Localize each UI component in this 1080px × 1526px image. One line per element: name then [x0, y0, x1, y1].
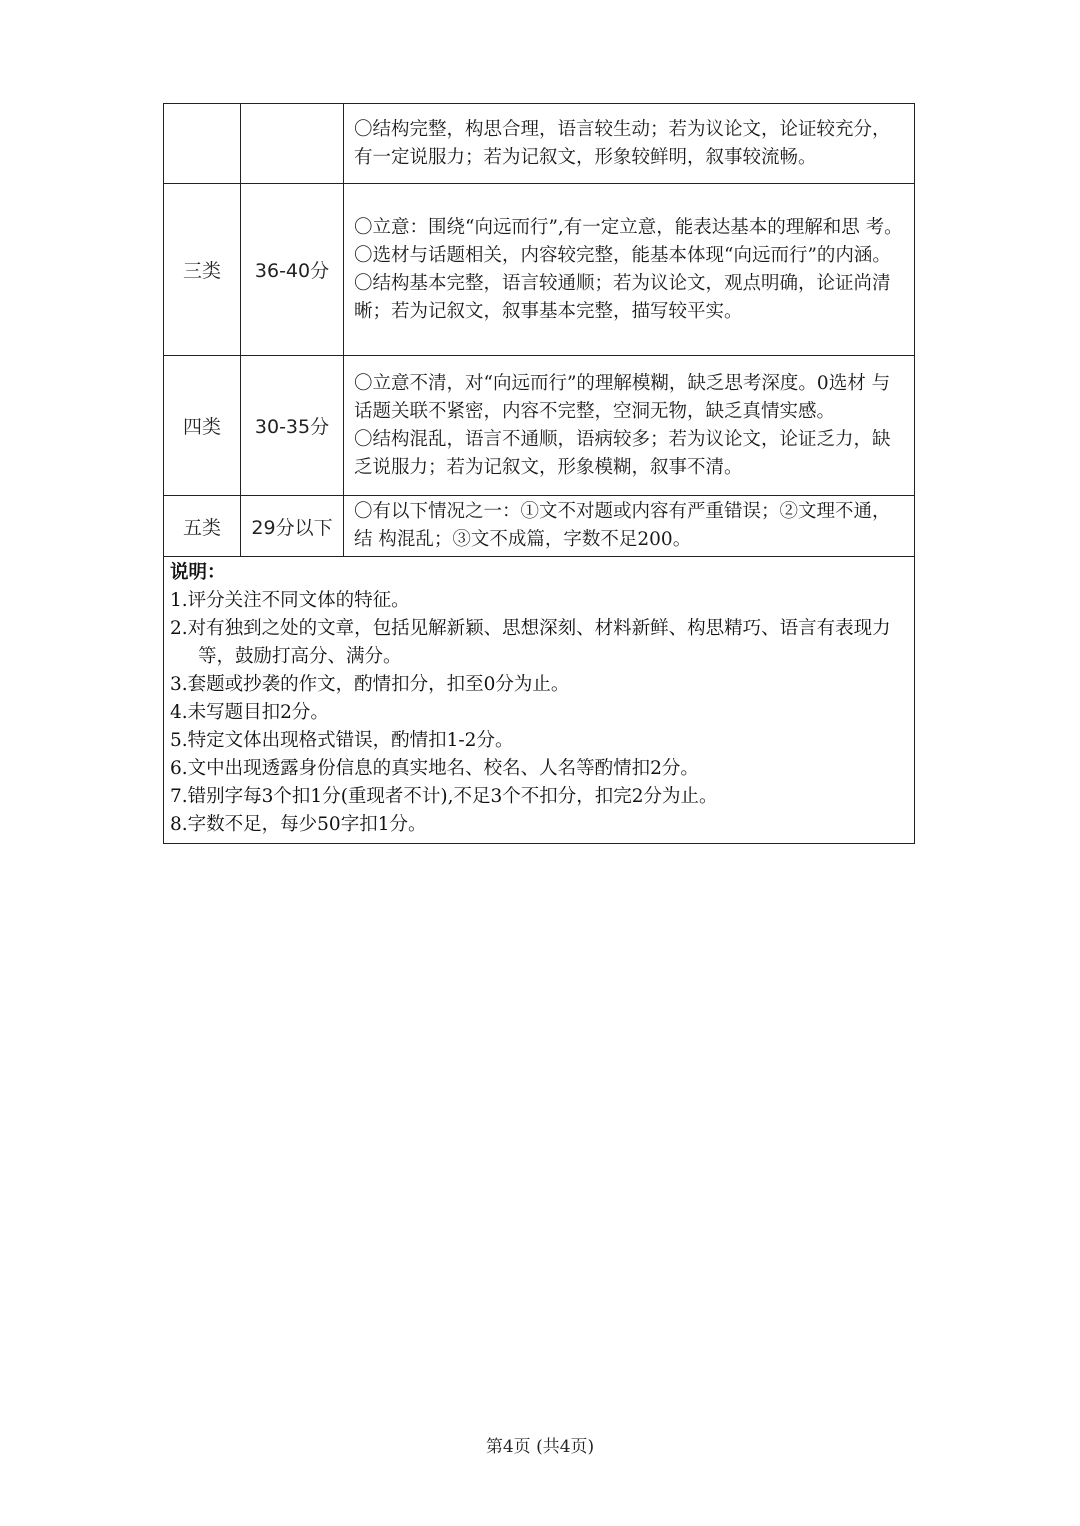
- criteria-cell: [344, 104, 915, 184]
- note-text: 3.套题或抄袭的作文，酌情扣分，扣至0分为止。: [170, 674, 570, 695]
- score-cell: 29分以下: [241, 496, 344, 557]
- list-item: [170, 755, 906, 783]
- category-cell: [164, 104, 241, 184]
- table-row: [164, 356, 915, 496]
- notes-row: [164, 557, 915, 844]
- criteria-cell: [344, 184, 915, 356]
- criteria-cell: [344, 496, 915, 557]
- notes-title: 说明：: [170, 562, 226, 583]
- criteria-text: 〇结构完整，构思合理，语言较生动；若为议论文，论证较充分，有一定说服力；若为记叙文，形象较鲜明，叙事较流畅。: [354, 118, 891, 168]
- page-number: 第4页 (共4页): [485, 1437, 595, 1457]
- table-row: [164, 104, 915, 184]
- note-text: 1.评分关注不同文体的特征。: [170, 590, 410, 611]
- notes-cell: [164, 557, 915, 844]
- note-text: 7.错别字每3个扣1分(重现者不计),不足3个不扣分，扣完2分为止。: [170, 786, 718, 807]
- criteria-text: 〇结构基本完整，语言较通顺；若为议论文，观点明确，论证尚清 晰；若为记叙文，叙事基本完整，描写较平实。: [354, 272, 891, 322]
- criteria-text: 〇选材与话题相关，内容较完整，能基本体现“向远而行”的内涵。: [354, 244, 891, 266]
- list-item: [170, 615, 906, 671]
- criteria-cell: [344, 356, 915, 496]
- notes-list: [170, 587, 906, 839]
- score-cell: 30-35分: [241, 356, 344, 496]
- list-item: [170, 727, 906, 755]
- criteria-text: 〇立意：围绕“向远而行”,有一定立意，能表达基本的理解和思 考。: [354, 216, 903, 238]
- list-item: [170, 587, 906, 615]
- category-cell: 五类: [164, 496, 241, 557]
- category-cell: 三类: [164, 184, 241, 356]
- table-row: [164, 496, 915, 557]
- table-row: [164, 184, 915, 356]
- list-item: [170, 699, 906, 727]
- note-text: 4.未写题目扣2分。: [170, 702, 329, 723]
- list-item: [170, 783, 906, 811]
- category-cell: 四类: [164, 356, 241, 496]
- grading-table: [163, 103, 915, 844]
- score-cell: [241, 104, 344, 184]
- note-text: 6.文中出现透露身份信息的真实地名、校名、人名等酌情扣2分。: [170, 758, 699, 779]
- note-text: 5.特定文体出现格式错误，酌情扣1-2分。: [170, 730, 514, 751]
- list-item: [170, 811, 906, 839]
- list-item: [170, 671, 906, 699]
- score-cell: 36-40分: [241, 184, 344, 356]
- criteria-text: 〇结构混乱，语言不通顺，语病较多；若为议论文，论证乏力，缺 乏说服力；若为记叙文，形象模糊，叙事不清。: [354, 428, 891, 478]
- criteria-text: 〇有以下情况之一：①文不对题或内容有严重错误；②文理不通，结 构混乱；③文不成篇，字数不足200。: [354, 501, 891, 550]
- note-text: 2.对有独到之处的文章，包括见解新颖、思想深刻、材料新鲜、构思精巧、语言有表现力等，鼓励打高分、满分。: [170, 618, 891, 667]
- note-text: 8.字数不足，每少50字扣1分。: [170, 814, 427, 835]
- criteria-text: 〇立意不清，对“向远而行”的理解模糊，缺乏思考深度。0选材 与话题关联不紧密，内容不完整，空洞无物，缺乏真情实感。: [354, 372, 891, 422]
